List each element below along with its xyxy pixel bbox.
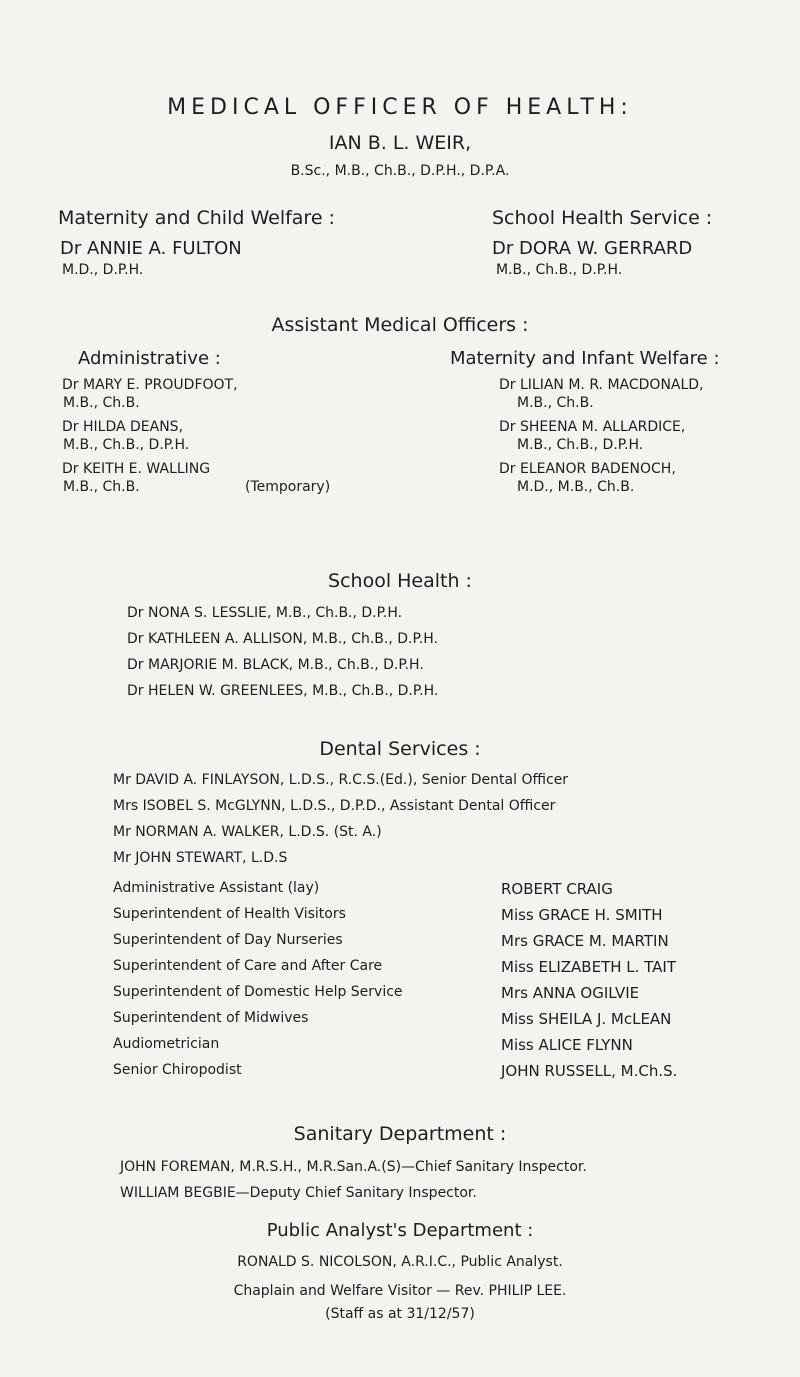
school-health-service-heading: School Health Service : — [492, 207, 713, 229]
list-item: WILLIAM BEGBIE—Deputy Chief Sanitary Inspector. — [120, 1185, 477, 1201]
admin-officer-qualifications: M.B., Ch.B., D.P.H. — [63, 437, 190, 453]
staff-name: Miss ELIZABETH L. TAIT — [501, 958, 677, 976]
staff-name: Miss ALICE FLYNN — [501, 1036, 633, 1054]
list-item: Dr HELEN W. GREENLEES, M.B., Ch.B., D.P.H. — [127, 683, 439, 699]
table-row — [0, 1010, 800, 1034]
admin-officer-qualifications: M.B., Ch.B. — [63, 395, 140, 411]
staff-name: Miss GRACE H. SMITH — [501, 906, 663, 924]
administrative-list — [62, 377, 331, 497]
moh-qualifications: B.Sc., M.B., Ch.B., D.P.H., D.P.A. — [290, 163, 510, 179]
public-analyst-heading: Public Analyst's Department : — [266, 1220, 534, 1241]
table-row — [0, 1062, 800, 1086]
sanitary-department-heading: Sanitary Department : — [293, 1123, 507, 1145]
maternity-infant-heading: Maternity and Infant Welfare : — [450, 348, 720, 369]
table-row — [0, 932, 800, 956]
mi-officer-name: Dr ELEANOR BADENOCH, — [499, 461, 676, 477]
maternity-infant-list — [499, 377, 704, 497]
admin-officer-name: Dr HILDA DEANS, — [62, 419, 184, 435]
staff-role: Superintendent of Domestic Help Service — [113, 984, 403, 1000]
staff-name: Mrs ANNA OGILVIE — [501, 984, 640, 1002]
staff-name: ROBERT CRAIG — [501, 880, 613, 898]
staff-role: Superintendent of Care and After Care — [113, 958, 383, 974]
school-health-service-qualifications: M.B., Ch.B., D.P.H. — [496, 262, 623, 278]
admin-officer-name: Dr MARY E. PROUDFOOT, — [62, 377, 238, 393]
staff-name: JOHN RUSSELL, M.Ch.S. — [501, 1062, 678, 1080]
staff-role: Administrative Assistant (lay) — [113, 880, 320, 896]
list-item: Dr NONA S. LESSLIE, M.B., Ch.B., D.P.H. — [127, 605, 403, 621]
staff-role: Superintendent of Midwives — [113, 1010, 309, 1026]
staff-role: Senior Chiropodist — [113, 1062, 242, 1078]
assistant-medical-officers-heading: Assistant Medical Officers : — [271, 314, 529, 336]
staff-name: Miss SHEILA J. McLEAN — [501, 1010, 672, 1028]
list-item: Mr DAVID A. FINLAYSON, L.D.S., R.C.S.(Ed.), Senior Dental Officer — [113, 772, 569, 788]
staff-date: (Staff as at 31/12/57) — [325, 1306, 475, 1322]
admin-officer-qualifications: M.B., Ch.B. — [63, 479, 140, 495]
maternity-child-qualifications: M.D., D.P.H. — [62, 262, 144, 278]
table-row — [0, 1036, 800, 1060]
table-row — [0, 880, 800, 904]
mi-officer-qualifications: M.D., M.B., Ch.B. — [517, 479, 635, 495]
maternity-child-name: Dr ANNIE A. FULTON — [60, 238, 242, 259]
list-item: Dr KATHLEEN A. ALLISON, M.B., Ch.B., D.P.H. — [127, 631, 438, 647]
staff-role: Superintendent of Day Nurseries — [113, 932, 343, 948]
school-health-service-name: Dr DORA W. GERRARD — [492, 238, 693, 259]
list-item: JOHN FOREMAN, M.R.S.H., M.R.San.A.(S)—Chief Sanitary Inspector. — [120, 1159, 587, 1175]
staff-role: Superintendent of Health Visitors — [113, 906, 346, 922]
dental-services-heading: Dental Services : — [319, 738, 481, 760]
list-item: Mr NORMAN A. WALKER, L.D.S. (St. A.) — [113, 824, 382, 840]
list-item: Mrs ISOBEL S. McGLYNN, L.D.S., D.P.D., Assistant Dental Officer — [113, 798, 556, 814]
mi-officer-qualifications: M.B., Ch.B. — [517, 395, 594, 411]
school-health-list — [127, 605, 438, 709]
admin-officer-name: Dr KEITH E. WALLING — [62, 461, 211, 477]
dental-services-list — [113, 772, 568, 876]
temporary-note: (Temporary) — [245, 479, 331, 495]
maternity-child-heading: Maternity and Child Welfare : — [58, 207, 335, 229]
sanitary-department-list — [120, 1159, 587, 1211]
mi-officer-name: Dr SHEENA M. ALLARDICE, — [499, 419, 686, 435]
table-row — [0, 906, 800, 930]
administrative-heading: Administrative : — [78, 348, 221, 369]
table-row — [0, 958, 800, 982]
table-row — [0, 984, 800, 1008]
list-item: Dr MARJORIE M. BLACK, M.B., Ch.B., D.P.H. — [127, 657, 424, 673]
mi-officer-qualifications: M.B., Ch.B., D.P.H. — [517, 437, 644, 453]
staff-role: Audiometrician — [113, 1036, 220, 1052]
page-title: MEDICAL OFFICER OF HEALTH: — [167, 95, 633, 120]
list-item: Mr JOHN STEWART, L.D.S — [113, 850, 288, 866]
mi-officer-name: Dr LILIAN M. R. MACDONALD, — [499, 377, 704, 393]
public-analyst-line: RONALD S. NICOLSON, A.R.I.C., Public Analyst. — [237, 1254, 563, 1270]
moh-name: IAN B. L. WEIR, — [328, 132, 472, 154]
chaplain-line: Chaplain and Welfare Visitor — Rev. PHILIP LEE. — [233, 1283, 567, 1299]
staff-name: Mrs GRACE M. MARTIN — [501, 932, 669, 950]
school-health-heading: School Health : — [328, 570, 472, 592]
